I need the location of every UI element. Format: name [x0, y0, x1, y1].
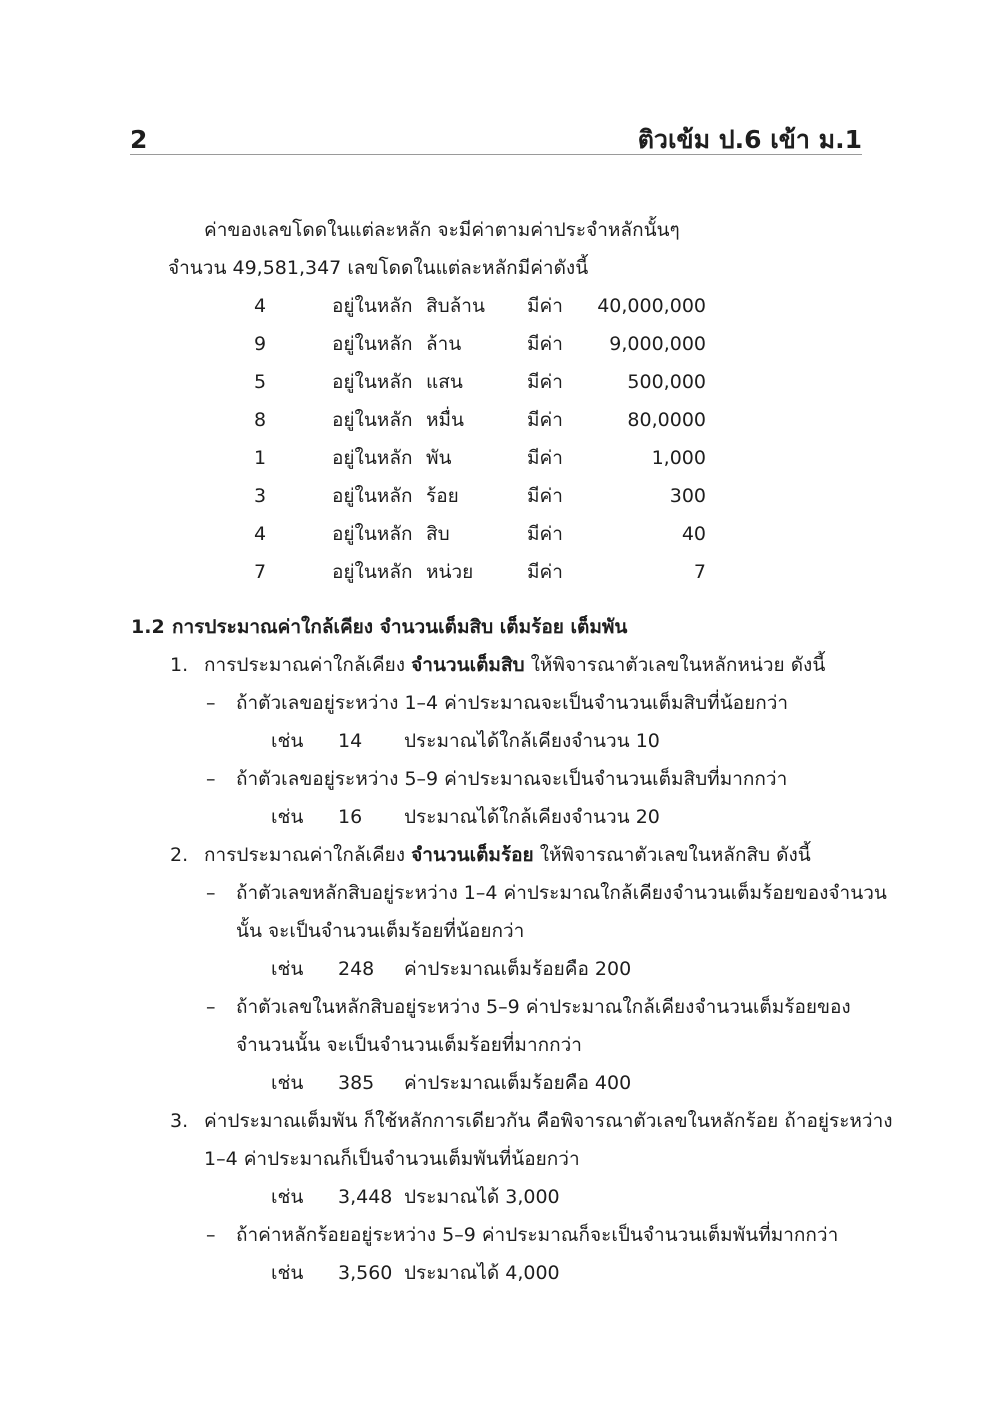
- bullet-text: ถ้าตัวเลขในหลักสิบอยู่ระหว่าง 5–9 ค่าประมาณใกล้เคียงจำนวนเต็มร้อยของ: [236, 996, 851, 1018]
- section-title: การประมาณค่าใกล้เคียง จำนวนเต็มสิบ เต็มร้อย เต็มพัน: [172, 616, 628, 638]
- item-number: 1.: [170, 654, 189, 676]
- value-cell: 7: [693, 561, 706, 583]
- in-place-cell: อยู่ในหลัก: [332, 561, 413, 583]
- intro-number-line: จำนวน 49,581,347 เลขโดดในแต่ละหลักมีค่าดังนี้: [168, 257, 589, 279]
- example-line: [0, 1064, 992, 1102]
- digit-cell: 5: [253, 371, 267, 393]
- place-cell: ล้าน: [426, 333, 462, 355]
- bullet-text: ถ้าค่าหลักร้อยอยู่ระหว่าง 5–9 ค่าประมาณก็จะเป็นจำนวนเต็มพันที่มากกว่า: [236, 1224, 839, 1246]
- list-item: [0, 1102, 992, 1140]
- item-number: 3.: [170, 1110, 189, 1132]
- bullet-item: [0, 874, 992, 912]
- example-number: 248: [338, 958, 375, 980]
- bullet-text-continuation: นั้น จะเป็นจำนวนเต็มร้อยที่น้อยกว่า: [236, 920, 525, 942]
- place-value-table: [0, 287, 992, 591]
- value-cell: 300: [669, 485, 706, 507]
- place-cell: สิบล้าน: [426, 295, 485, 317]
- example-number: 14: [338, 730, 363, 752]
- in-place-cell: อยู่ในหลัก: [332, 447, 413, 469]
- item-number: 2.: [170, 844, 189, 866]
- in-place-cell: อยู่ในหลัก: [332, 409, 413, 431]
- in-place-cell: อยู่ในหลัก: [332, 485, 413, 507]
- example-line: [0, 1178, 992, 1216]
- example-text: ค่าประมาณเต็มร้อยคือ 400: [404, 1072, 632, 1094]
- example-label: เช่น: [271, 1262, 304, 1284]
- bullet-text-continuation: จำนวนนั้น จะเป็นจำนวนเต็มร้อยที่มากกว่า: [236, 1034, 582, 1056]
- page-body: [0, 211, 992, 1292]
- section-number: 1.2: [131, 616, 165, 638]
- value-cell: 500,000: [627, 371, 706, 393]
- place-cell: แสน: [426, 371, 463, 393]
- example-line: [0, 1254, 992, 1292]
- item-text-before: การประมาณค่าใกล้เคียง: [204, 844, 412, 866]
- place-cell: สิบ: [426, 523, 450, 545]
- table-row: [0, 553, 992, 591]
- bullet-dash: –: [206, 692, 216, 714]
- bullet-item: [0, 1216, 992, 1254]
- list-item: [0, 646, 992, 684]
- book-title: ติวเข้ม ป.6 เข้า ม.1: [637, 125, 862, 154]
- example-number: 3,448: [338, 1186, 393, 1208]
- intro-paragraph: ค่าของเลขโดดในแต่ละหลัก จะมีค่าตามค่าประจำหลักนั้นๆ: [204, 219, 680, 241]
- page-header: [130, 121, 862, 155]
- item-text: [204, 646, 825, 684]
- example-label: เช่น: [271, 958, 304, 980]
- item-text-after: ให้พิจารณาตัวเลขในหลักหน่วย ดังนี้: [524, 654, 826, 676]
- bullet-item: [0, 760, 992, 798]
- bullet-dash: –: [206, 1224, 216, 1246]
- example-text: ประมาณได้ 4,000: [404, 1262, 560, 1284]
- table-row: [0, 363, 992, 401]
- value-cell: 1,000: [651, 447, 706, 469]
- value-cell: 80,0000: [627, 409, 706, 431]
- item-text-after: ให้พิจารณาตัวเลขในหลักสิบ ดังนี้: [533, 844, 811, 866]
- digit-cell: 1: [253, 447, 267, 469]
- example-label: เช่น: [271, 730, 304, 752]
- table-row: [0, 477, 992, 515]
- place-cell: ร้อย: [426, 485, 459, 507]
- example-line: [0, 722, 992, 760]
- in-place-cell: อยู่ในหลัก: [332, 333, 413, 355]
- bullet-text: ถ้าตัวเลขอยู่ระหว่าง 5–9 ค่าประมาณจะเป็นจำนวนเต็มสิบที่มากกว่า: [236, 768, 788, 790]
- table-row: [0, 401, 992, 439]
- list-item: [0, 836, 992, 874]
- example-text: ประมาณได้ 3,000: [404, 1186, 560, 1208]
- item-text-before: การประมาณค่าใกล้เคียง: [204, 654, 412, 676]
- value-cell: 40: [681, 523, 706, 545]
- example-label: เช่น: [271, 1186, 304, 1208]
- digit-cell: 9: [253, 333, 267, 355]
- digit-cell: 7: [253, 561, 267, 583]
- place-cell: พัน: [426, 447, 452, 469]
- example-label: เช่น: [271, 806, 304, 828]
- bullet-item: [0, 684, 992, 722]
- example-line: [0, 950, 992, 988]
- item-text-bold: จำนวนเต็มร้อย: [411, 844, 534, 866]
- has-value-cell: มีค่า: [527, 333, 563, 355]
- example-line: [0, 798, 992, 836]
- digit-cell: 4: [253, 295, 267, 317]
- has-value-cell: มีค่า: [527, 485, 563, 507]
- table-row: [0, 439, 992, 477]
- bullet-text: ถ้าตัวเลขอยู่ระหว่าง 1–4 ค่าประมาณจะเป็นจำนวนเต็มสิบที่น้อยกว่า: [236, 692, 789, 714]
- section-heading: [0, 608, 992, 646]
- item-text: [204, 836, 811, 874]
- in-place-cell: อยู่ในหลัก: [332, 295, 413, 317]
- item-text: ค่าประมาณเต็มพัน ก็ใช้หลักการเดียวกัน คือพิจารณาตัวเลขในหลักร้อย ถ้าอยู่ระหว่าง: [204, 1110, 893, 1132]
- has-value-cell: มีค่า: [527, 523, 563, 545]
- has-value-cell: มีค่า: [527, 295, 563, 317]
- place-cell: หน่วย: [426, 561, 474, 583]
- table-row: [0, 287, 992, 325]
- page-number: 2: [130, 125, 148, 154]
- bullet-text: ถ้าตัวเลขหลักสิบอยู่ระหว่าง 1–4 ค่าประมาณใกล้เคียงจำนวนเต็มร้อยของจำนวน: [236, 882, 887, 904]
- value-cell: 40,000,000: [597, 295, 706, 317]
- digit-cell: 4: [253, 523, 267, 545]
- bullet-item: [0, 988, 992, 1026]
- item-text-bold: จำนวนเต็มสิบ: [411, 654, 525, 676]
- has-value-cell: มีค่า: [527, 561, 563, 583]
- bullet-dash: –: [206, 768, 216, 790]
- has-value-cell: มีค่า: [527, 447, 563, 469]
- example-text: ประมาณได้ใกล้เคียงจำนวน 20: [404, 806, 660, 828]
- has-value-cell: มีค่า: [527, 409, 563, 431]
- digit-cell: 8: [253, 409, 267, 431]
- place-cell: หมื่น: [426, 409, 465, 431]
- example-number: 385: [338, 1072, 375, 1094]
- example-text: ค่าประมาณเต็มร้อยคือ 200: [404, 958, 632, 980]
- in-place-cell: อยู่ในหลัก: [332, 371, 413, 393]
- table-row: [0, 515, 992, 553]
- has-value-cell: มีค่า: [527, 371, 563, 393]
- example-number: 3,560: [338, 1262, 393, 1284]
- example-text: ประมาณได้ใกล้เคียงจำนวน 10: [404, 730, 660, 752]
- in-place-cell: อยู่ในหลัก: [332, 523, 413, 545]
- table-row: [0, 325, 992, 363]
- value-cell: 9,000,000: [609, 333, 706, 355]
- item-text-continuation: 1–4 ค่าประมาณก็เป็นจำนวนเต็มพันที่น้อยกว่า: [204, 1148, 580, 1170]
- digit-cell: 3: [253, 485, 267, 507]
- example-label: เช่น: [271, 1072, 304, 1094]
- bullet-dash: –: [206, 996, 216, 1018]
- bullet-dash: –: [206, 882, 216, 904]
- example-number: 16: [338, 806, 363, 828]
